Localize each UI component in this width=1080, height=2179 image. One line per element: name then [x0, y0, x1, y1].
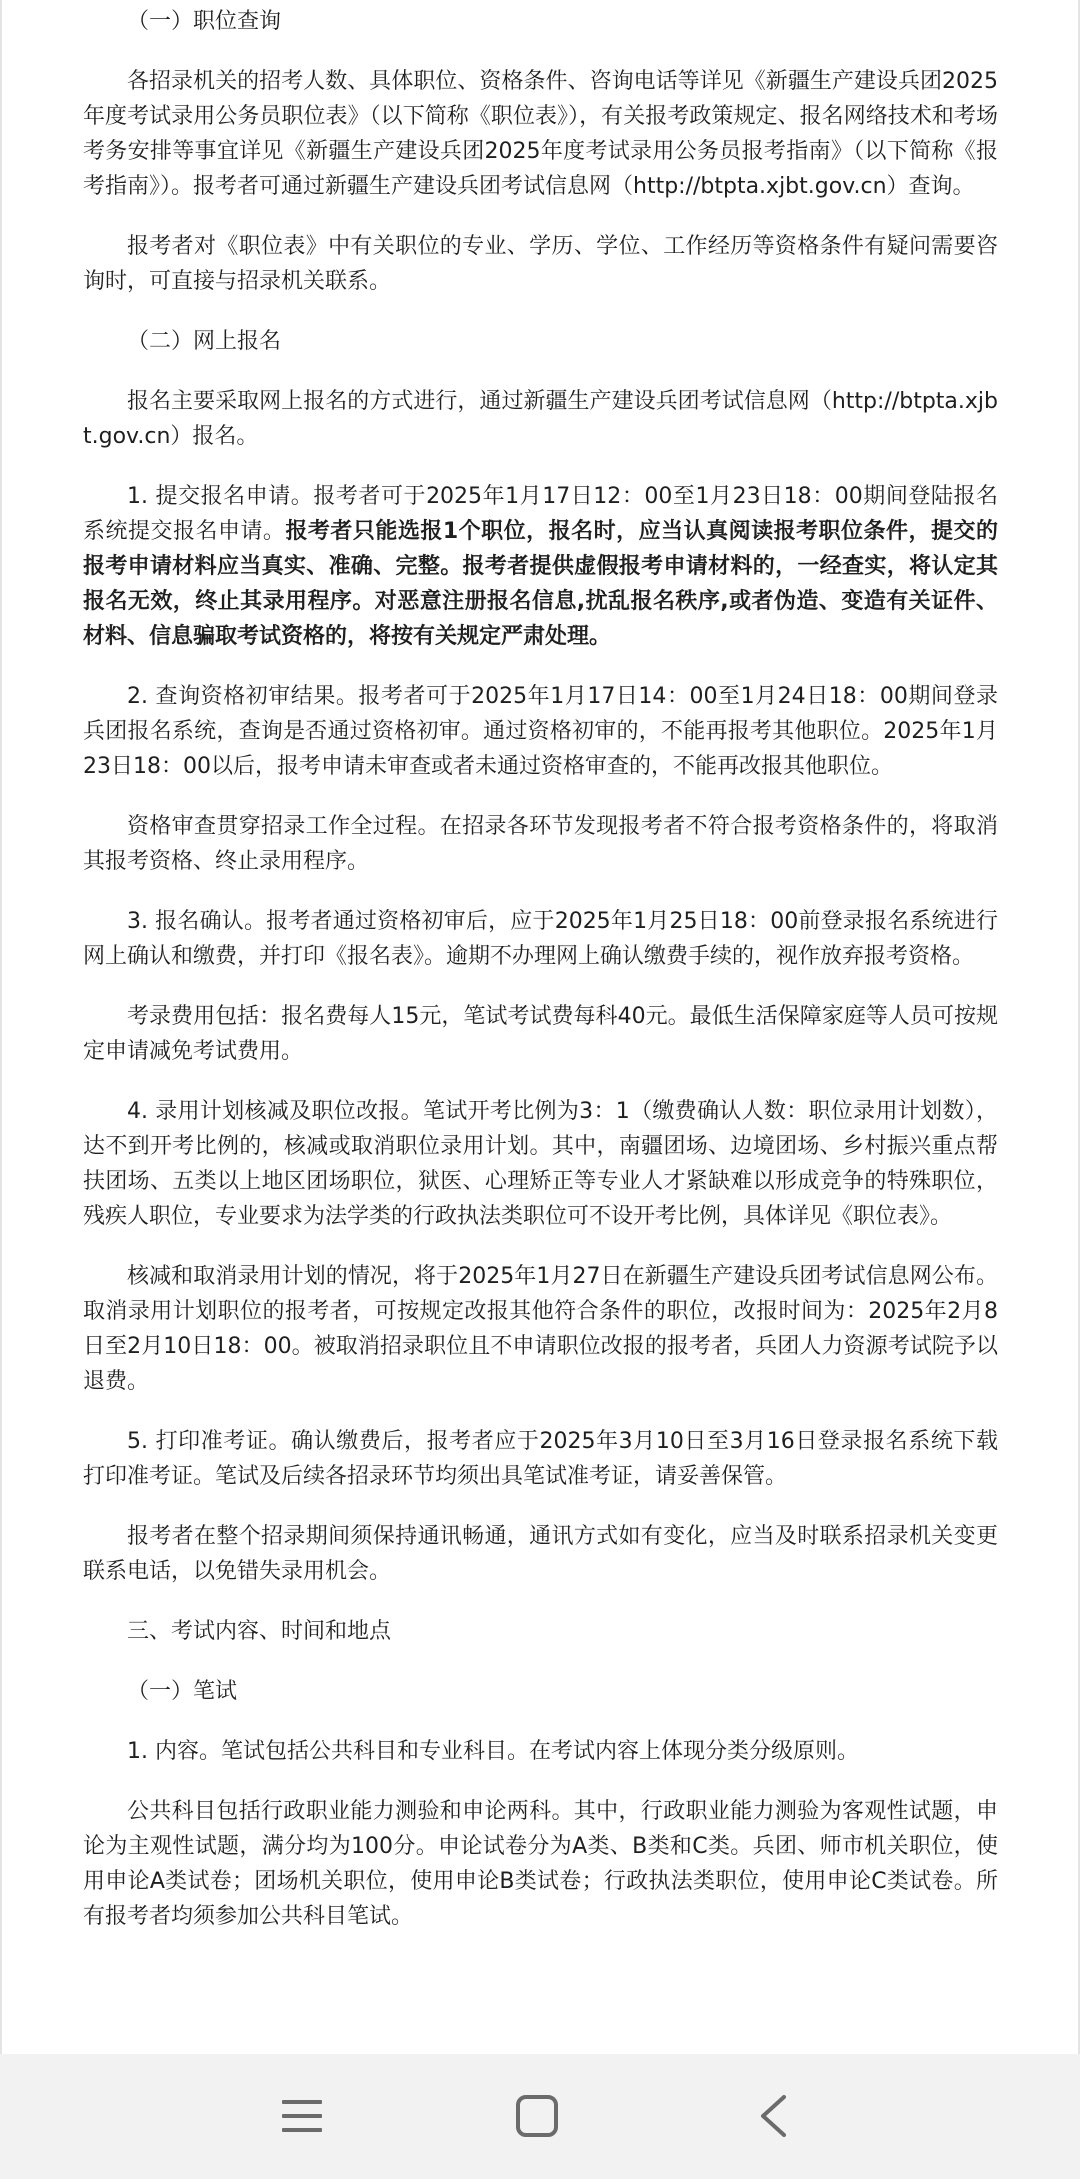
left-edge-divider	[0, 0, 2, 2054]
text-run: 报名主要采取网上报名的方式进行，通过新疆生产建设兵团考试信息网（http://btpta.xjbt.gov.cn）报名。	[83, 389, 998, 449]
home-button[interactable]	[497, 2086, 577, 2146]
section-heading	[83, 4, 998, 39]
body-paragraph	[83, 64, 998, 204]
body-paragraph	[83, 809, 998, 879]
text-run: 三、考试内容、时间和地点	[127, 1619, 392, 1644]
text-run: 资格审查贯穿招录工作全过程。在招录各环节发现报考者不符合报考资格条件的，将取消其报考资格、终止录用程序。	[83, 814, 998, 874]
body-paragraph	[83, 1734, 998, 1769]
text-run: 2. 查询资格初审结果。报考者可于2025年1月17日14：00至1月24日18：00期间登录兵团报名系统，查询是否通过资格初审。通过资格初审的，不能再报考其他职位。2025年1月23日18：00以后，报考申请未审查或者未通过资格审查的，不能再改报其他职位。	[83, 684, 998, 779]
bold-text-run: 报考者只能选报1个职位，报名时，应当认真阅读报考职位条件，提交的报考申请材料应当真实、准确、完整。报考者提供虚假报考申请材料的，一经查实，将认定其报名无效，终止其录用程序。对恶意注册报名信息,扰乱报名秩序,或者伪造、变造有关证件、材料、信息骗取考试资格的，将按有关规定严肃处理。	[83, 519, 998, 649]
body-paragraph	[83, 679, 998, 784]
text-run: 报考者在整个招录期间须保持通讯畅通，通讯方式如有变化，应当及时联系招录机关变更联系电话，以免错失录用机会。	[83, 1524, 998, 1584]
home-square-icon	[515, 2094, 559, 2138]
section-heading	[83, 1674, 998, 1709]
section-heading	[83, 1614, 998, 1649]
text-run: 各招录机关的招考人数、具体职位、资格条件、咨询电话等详见《新疆生产建设兵团2025年度考试录用公务员职位表》（以下简称《职位表》），有关报考政策规定、报名网络技术和考场考务安排等事宜详见《新疆生产建设兵团2025年度考试录用公务员报考指南》（以下简称《报考指南》）。报考者可通过新疆生产建设兵团考试信息网（http://btpta.xjbt.gov.cn）查询。	[83, 69, 998, 199]
body-paragraph	[83, 384, 998, 454]
body-paragraph	[83, 1424, 998, 1494]
body-paragraph	[83, 904, 998, 974]
back-button[interactable]	[733, 2086, 813, 2146]
text-run: （二）网上报名	[127, 329, 282, 354]
text-run: 1. 提交报名申请。报考者可于2025年1月17日12：00至1月23日18：00期间登陆报名系统提交报名申请。	[83, 484, 998, 544]
body-paragraph	[83, 1794, 998, 1934]
text-run: （一）笔试	[127, 1679, 238, 1704]
text-run: 核减和取消录用计划的情况，将于2025年1月27日在新疆生产建设兵团考试信息网公布。取消录用计划职位的报考者，可按规定改报其他符合条件的职位，改报时间为：2025年2月8日至2月10日18：00。被取消招录职位且不申请职位改报的报考者，兵团人力资源考试院予以退费。	[83, 1264, 998, 1394]
text-run: 4. 录用计划核减及职位改报。笔试开考比例为3：1（缴费确认人数：职位录用计划数），达不到开考比例的，核减或取消职位录用计划。其中，南疆团场、边境团场、乡村振兴重点帮扶团场、五类以上地区团场职位，狱医、心理矫正等专业人才紧缺难以形成竞争的特殊职位，残疾人职位，专业要求为法学类的行政执法类职位可不设开考比例，具体详见《职位表》。	[83, 1099, 998, 1229]
text-run: 考录费用包括：报名费每人15元，笔试考试费每科40元。最低生活保障家庭等人员可按规定申请减免考试费用。	[83, 1004, 998, 1064]
body-paragraph	[83, 479, 998, 654]
body-paragraph	[83, 999, 998, 1069]
body-paragraph	[83, 1094, 998, 1234]
system-navigation-bar	[0, 2054, 1080, 2179]
text-run: 报考者对《职位表》中有关职位的专业、学历、学位、工作经历等资格条件有疑问需要咨询时，可直接与招录机关联系。	[83, 234, 998, 294]
article-content	[83, 4, 998, 1959]
text-run: 公共科目包括行政职业能力测验和申论两科。其中，行政职业能力测验为客观性试题，申论为主观性试题，满分均为100分。申论试卷分为A类、B类和C类。兵团、师市机关职位，使用申论A类试卷；团场机关职位，使用申论B类试卷；行政执法类职位，使用申论C类试卷。所有报考者均须参加公共科目笔试。	[83, 1799, 998, 1929]
section-heading	[83, 324, 998, 359]
text-run: 1. 内容。笔试包括公共科目和专业科目。在考试内容上体现分类分级原则。	[127, 1739, 859, 1764]
body-paragraph	[83, 1519, 998, 1589]
body-paragraph	[83, 1259, 998, 1399]
back-chevron-icon	[758, 2094, 788, 2138]
text-run: 5. 打印准考证。确认缴费后，报考者应于2025年3月10日至3月16日登录报名系统下载打印准考证。笔试及后续各招录环节均须出具笔试准考证，请妥善保管。	[83, 1429, 998, 1489]
text-run: （一）职位查询	[127, 9, 282, 34]
recent-apps-button[interactable]	[262, 2086, 342, 2146]
menu-icon	[282, 2098, 322, 2134]
body-paragraph	[83, 229, 998, 299]
text-run: 3. 报名确认。报考者通过资格初审后，应于2025年1月25日18：00前登录报名系统进行网上确认和缴费，并打印《报名表》。逾期不办理网上确认缴费手续的，视作放弃报考资格。	[83, 909, 998, 969]
